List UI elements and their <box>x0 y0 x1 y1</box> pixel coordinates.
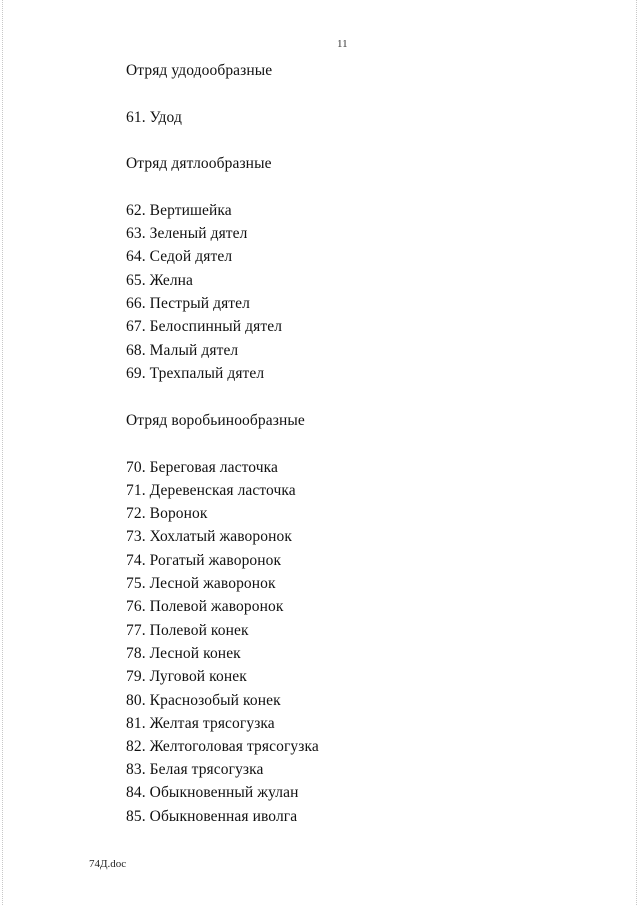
list-item: 70. Береговая ласточка <box>126 459 278 476</box>
scan-edge-left <box>2 0 3 905</box>
list-item: 79. Луговой конек <box>126 668 247 685</box>
list-item: 76. Полевой жаворонок <box>126 598 284 615</box>
page-number: 11 <box>337 38 348 50</box>
list-item: 67. Белоспинный дятел <box>126 318 283 335</box>
list-item: 72. Воронок <box>126 505 208 522</box>
list-item: 75. Лесной жаворонок <box>126 575 276 592</box>
list-item: 74. Рогатый жаворонок <box>126 552 282 569</box>
list-item: 85. Обыкновенная иволга <box>126 808 298 825</box>
list-item: 68. Малый дятел <box>126 342 239 359</box>
list-item: 69. Трехпалый дятел <box>126 365 265 382</box>
list-item: 71. Деревенская ласточка <box>126 482 296 499</box>
list-item: 77. Полевой конек <box>126 622 249 639</box>
list-item: 64. Седой дятел <box>126 248 233 265</box>
list-item: 83. Белая трясогузка <box>126 761 264 778</box>
section-heading-piciformes: Отряд дятлообразные <box>126 155 272 172</box>
list-item: 78. Лесной конек <box>126 645 241 662</box>
list-item: 80. Краснозобый конек <box>126 692 281 709</box>
list-item: 81. Желтая трясогузка <box>126 715 275 732</box>
list-item: 61. Удод <box>126 109 182 126</box>
list-item: 73. Хохлатый жаворонок <box>126 528 292 545</box>
list-item: 84. Обыкновенный жулан <box>126 784 299 801</box>
list-item: 62. Вертишейка <box>126 202 232 219</box>
list-item: 65. Желна <box>126 272 194 289</box>
list-item: 63. Зеленый дятел <box>126 225 248 242</box>
list-item: 82. Желтоголовая трясогузка <box>126 738 319 755</box>
footer-filename: 74Д.doc <box>89 858 127 870</box>
section-heading-passeriformes: Отряд воробьинообразные <box>126 412 305 429</box>
scan-edge-right <box>636 0 637 905</box>
section-heading-upupiformes: Отряд удодообразные <box>126 62 273 79</box>
list-item: 66. Пестрый дятел <box>126 295 250 312</box>
